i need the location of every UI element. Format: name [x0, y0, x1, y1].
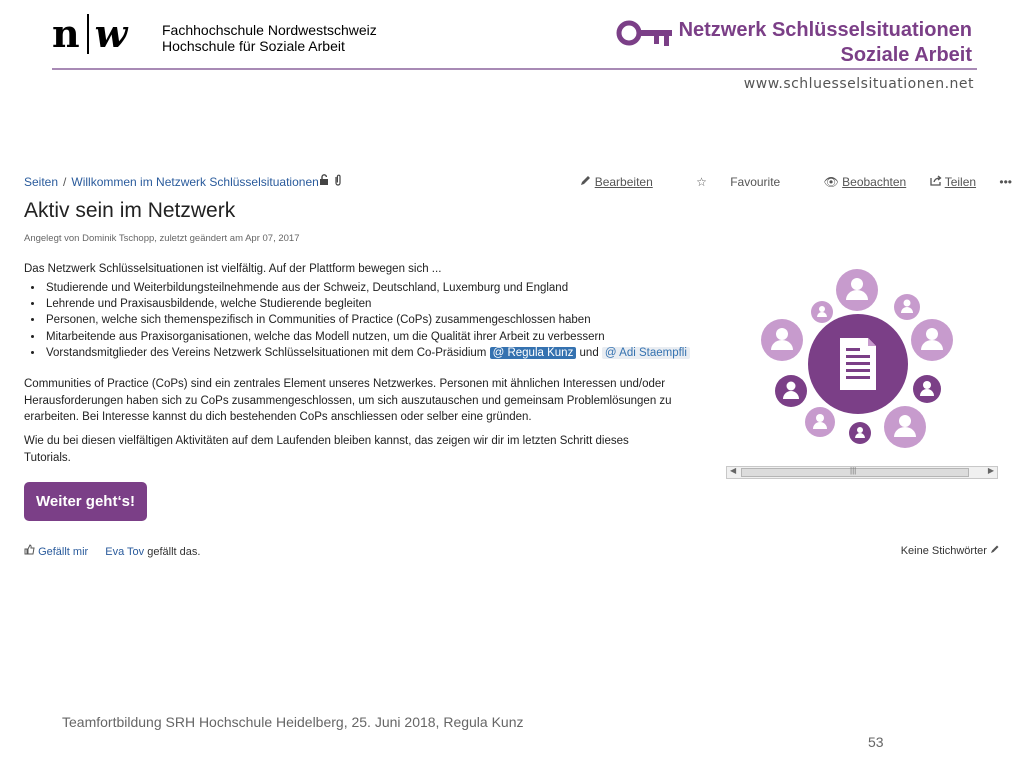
- edit-labels-pencil-icon[interactable]: [990, 544, 1000, 554]
- watch-button[interactable]: [804, 175, 907, 189]
- next-button[interactable]: Weiter geht‘s!: [24, 482, 147, 521]
- cop-paragraph-line: erarbeiten. Bei Interesse kannst du dich bestehenden CoPs anschliessen oder selber eine gründen.: [24, 411, 532, 423]
- favourite-button[interactable]: [676, 175, 780, 189]
- institution-line-1: Fachhochschule Nordwestschweiz: [162, 22, 377, 38]
- likes-text: gefällt das.: [147, 546, 201, 558]
- breadcrumb-separator: /: [63, 175, 67, 189]
- cop-paragraph-line: Herausforderungen haben sich zu CoPs zusammengeschlossen, um sich auszutauschen und gemeinsam Problemlösungen zu: [24, 394, 672, 407]
- institution-line-2: Hochschule für Soziale Arbeit: [162, 38, 345, 54]
- share-label: Teilen: [944, 175, 977, 189]
- tutorial-paragraph: Wie du bei diesen vielfältigen Aktivitäten auf dem Laufenden bleiben kannst, das zeigen wir dir im letzten Schritt dieses Tutorials.: [24, 435, 629, 464]
- page-restriction-icons: [318, 174, 343, 189]
- pencil-icon: [580, 175, 591, 186]
- participant-list: [28, 280, 690, 361]
- like-button[interactable]: [24, 546, 88, 558]
- attachment-icon[interactable]: [333, 174, 343, 186]
- more-actions-button[interactable]: •••: [999, 175, 1012, 189]
- breadcrumb: [24, 175, 319, 189]
- breadcrumb-root-link[interactable]: Seiten: [24, 175, 59, 189]
- user-mention-adi-staempfli[interactable]: @ Adi Staempfli: [602, 347, 690, 359]
- unlock-icon[interactable]: [318, 174, 330, 186]
- liker-link[interactable]: Eva Tov: [105, 546, 145, 558]
- edit-label: Bearbeiten: [594, 175, 653, 189]
- eye-icon: 👁: [823, 175, 839, 189]
- network-title-line-2: Soziale Arbeit: [840, 44, 972, 66]
- share-button[interactable]: [930, 175, 976, 189]
- no-labels-text: Keine Stichwörter: [900, 545, 987, 557]
- cop-paragraph: [24, 376, 674, 426]
- fhnw-logo: [52, 11, 129, 56]
- like-bar: [24, 544, 200, 558]
- network-title-line-1: Netzwerk Schlüsselsituationen: [678, 19, 972, 41]
- slide-footer: Teamfortbildung SRH Hochschule Heidelberg, 25. Juni 2018, Regula Kunz: [62, 714, 524, 730]
- page-title: Aktiv sein im Netzwerk: [24, 199, 236, 222]
- labels-area: [901, 544, 1000, 557]
- breadcrumb-current-link[interactable]: Willkommen im Netzwerk Schlüsselsituationen: [71, 175, 319, 189]
- edit-button[interactable]: [580, 175, 652, 189]
- institution-name: [162, 22, 377, 54]
- logo-divider: [87, 14, 89, 54]
- star-icon: ☆: [696, 175, 707, 189]
- network-title: [679, 18, 972, 68]
- scroll-right-arrow-icon[interactable]: ▶: [987, 466, 994, 475]
- cop-paragraph-line: Communities of Practice (CoPs) sind ein zentrales Element unseres Netzwerkes. Personen mit ähnlichen Interessen und/oder: [24, 378, 666, 390]
- network-illustration: [752, 262, 962, 452]
- list-item: • Studierende und Weiterbildungsteilnehmende aus der Schweiz, Deutschland, Luxemburg und England: [44, 280, 690, 296]
- list-item: • Mitarbeitende aus Praxisorganisationen, welche das Modell nutzen, um die Qualität ihrer Arbeit zu verbessern: [44, 329, 690, 345]
- favourite-label: Favourite: [730, 175, 781, 189]
- like-label: Gefällt mir: [38, 546, 89, 558]
- logo-letter-w: w: [94, 11, 129, 56]
- header-divider: [52, 68, 977, 70]
- scrollbar-grip: |||: [850, 466, 857, 475]
- horizontal-scrollbar[interactable]: [726, 466, 998, 479]
- thumbs-up-icon: [24, 544, 35, 555]
- slide-page-number: 53: [868, 734, 884, 750]
- list-item-text: Vorstandsmitglieder des Vereins Netzwerk Schlüsselsituationen mit dem Co-Präsidium: [46, 346, 487, 359]
- intro-text: Das Netzwerk Schlüsselsituationen ist vielfältig. Auf der Plattform bewegen sich ...: [24, 263, 442, 275]
- logo-letter-n: n: [52, 11, 81, 56]
- user-mention-regula-kunz[interactable]: @ Regula Kunz: [490, 347, 577, 359]
- list-item: [44, 345, 690, 361]
- scrollbar-thumb[interactable]: [741, 468, 969, 477]
- scroll-left-arrow-icon[interactable]: ◀: [730, 466, 737, 475]
- watch-label: Beobachten: [842, 175, 907, 189]
- share-icon: [930, 175, 942, 186]
- key-icon: [616, 20, 674, 48]
- page-metadata: Angelegt von Dominik Tschopp, zuletzt geändert am Apr 07, 2017: [24, 233, 300, 244]
- page-actions: [560, 175, 1012, 189]
- list-item: • Personen, welche sich themenspezifisch in Communities of Practice (CoPs) zusammengeschlossen haben: [44, 312, 690, 328]
- list-item: • Lehrende und Praxisausbildende, welche Studierende begleiten: [44, 296, 690, 312]
- list-item-conjunction: und: [579, 346, 599, 359]
- website-url: www.schluesselsituationen.net: [743, 76, 974, 92]
